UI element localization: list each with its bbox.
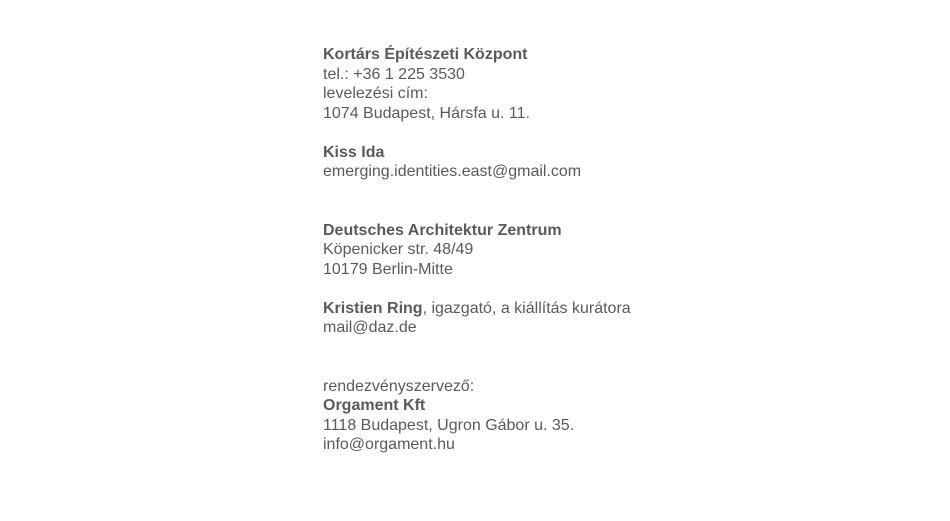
spacer <box>323 338 883 377</box>
daz-contact-email-link[interactable]: mail@daz.de <box>323 319 417 336</box>
daz-contact-block <box>323 299 883 338</box>
kek-contact-name: Kiss Ida <box>323 143 385 161</box>
daz-block <box>323 221 883 280</box>
kek-name: Kortárs Építészeti Központ <box>323 46 528 63</box>
organizer-label: rendezvényszervező: <box>323 377 475 395</box>
kek-phone: tel.: +36 1 225 3530 <box>323 65 465 83</box>
spacer <box>323 279 883 299</box>
daz-name: Deutsches Architektur Zentrum <box>323 221 562 239</box>
daz-contact-line <box>323 299 883 319</box>
organizer-email-link[interactable]: info@orgament.hu <box>323 436 455 453</box>
organizer-name: Orgament Kft <box>323 397 426 414</box>
kek-contact-block <box>323 143 883 182</box>
contacts-section <box>323 45 883 455</box>
kek-contact-email-link[interactable]: emerging.identities.east@gmail.com <box>323 163 582 180</box>
kek-block <box>323 45 883 123</box>
daz-city: 10179 Berlin-Mitte <box>323 260 453 278</box>
organizer-address: 1118 Budapest, Ugron Gábor u. 35. <box>323 416 575 434</box>
daz-contact-role: , igazgató, a kiállítás kurátora <box>422 299 631 317</box>
kek-mail-label: levelezési cím: <box>323 85 428 102</box>
daz-contact-name: Kristien Ring <box>323 299 423 317</box>
organizer-block <box>323 377 883 455</box>
spacer <box>323 182 883 221</box>
daz-street: Köpenicker str. 48/49 <box>323 241 474 258</box>
spacer <box>323 123 883 143</box>
kek-address: 1074 Budapest, Hársfa u. 11. <box>323 104 530 122</box>
